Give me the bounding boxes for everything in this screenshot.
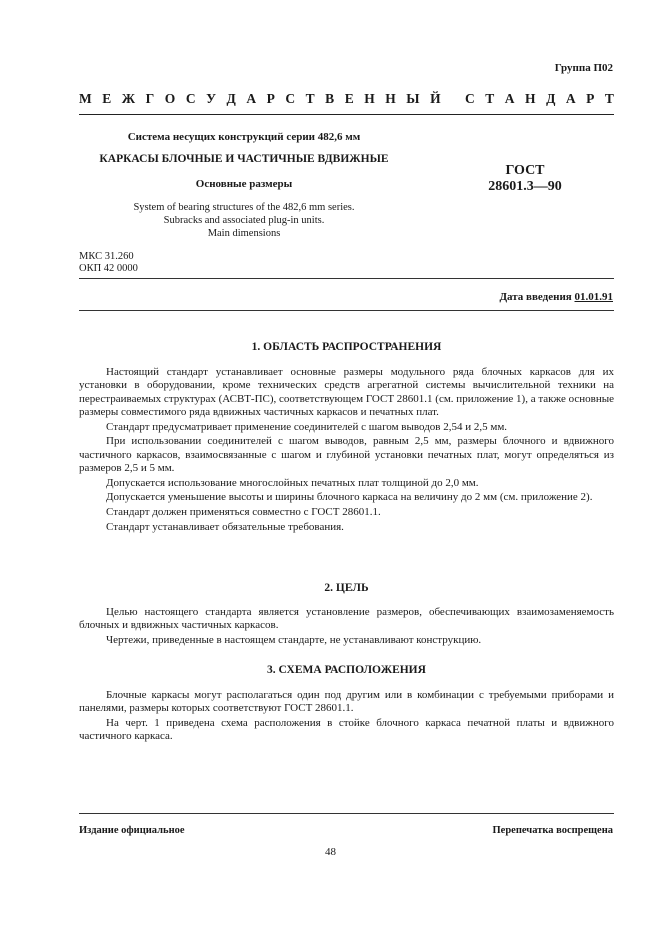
banner-letter: Н (525, 91, 536, 106)
intro-date-value: 01.01.91 (574, 291, 613, 303)
intro-date-label: Дата введения (499, 291, 575, 303)
paragraph: Блочные каркасы могут располагаться один под другим или в комбинации с требуемыми приборами и панелями, размеры которых соответствуют ГОСТ 28601.1. (79, 689, 614, 715)
reprint-prohibited-note: Перепечатка воспрещена (492, 825, 613, 836)
banner-letter: С (464, 91, 475, 106)
paragraph: Настоящий стандарт устанавливает основные размеры модульного ряда блочных каркасов для их установки в оборудовании, кроме технических средств агрегатной системы вычислительной техники на перестраиваемых структурах (АСВТ-ПС), соответствующем ГОСТ 28601.1 (см. приложение 1), а также основные размеры совместимого ряда вдвижных частичных каркасов и печатных плат. (79, 366, 614, 418)
paragraph: На черт. 1 приведена схема расположения в стойке блочного каркаса печатной платы и вдвижного частичного каркаса. (79, 716, 614, 743)
paragraph: Допускается использование многослойных печатных плат толщиной до 2,0 мм. (106, 476, 479, 489)
banner-letter: Ы (406, 91, 420, 106)
section-body-scope (79, 366, 614, 535)
banner-letter: Т (485, 91, 495, 106)
paragraph: Допускается уменьшение высоты и ширины блочного каркаса на величину до 2 мм (см. приложение 2). (106, 491, 593, 504)
intro-date (499, 291, 613, 303)
official-edition-note: Издание официальное (79, 825, 185, 836)
english-title-line: Main dimensions (207, 228, 281, 239)
banner-letter: С (285, 91, 296, 106)
banner-gap (451, 91, 454, 107)
okp-code: ОКП 42 0000 (79, 263, 138, 274)
section-heading-layout: 3. СХЕМА РАСПОЛОЖЕНИЯ (267, 664, 426, 676)
date-rule (79, 310, 614, 311)
banner-letter: Н (364, 91, 375, 106)
header-rule (79, 114, 614, 115)
banner-letter: Е (102, 91, 112, 106)
classification-codes (79, 251, 138, 275)
banner-letter: С (185, 91, 196, 106)
paragraph: Целью настоящего стандарта является установление размеров, обеспечивающих взаимозаменяемость блочных и вдвижных частичных каркасов. (79, 606, 614, 632)
document-subtitle: Основные размеры (195, 178, 293, 190)
section-heading-purpose: 2. ЦЕЛЬ (324, 582, 369, 594)
banner-letter: Г (145, 91, 155, 106)
paragraph: При использовании соединителей с шагом выводов, равным 2,5 мм, размеры блочного и вдвижного частичного каркасов, взаимосвязанные с шагом и глубиной установки печатных плат, могут определяться из размеров 2,5 и 5 мм. (79, 435, 614, 474)
paragraph: Стандарт предусматривает применение соединителей с шагом выводов 2,54 и 2,5 мм. (106, 420, 508, 433)
banner-letter: Ж (121, 91, 136, 106)
footer-rule (79, 813, 614, 814)
standard-banner (79, 91, 614, 107)
document-title: КАРКАСЫ БЛОЧНЫЕ И ЧАСТИЧНЫЕ ВДВИЖНЫЕ (99, 153, 389, 165)
banner-letter: Й (430, 91, 441, 106)
title-block-rule (79, 278, 614, 279)
english-title-line: Subracks and associated plug-in units. (163, 215, 325, 226)
banner-letter: Р (266, 91, 275, 106)
gost-designation (440, 163, 610, 195)
paragraph: Стандарт устанавливает обязательные требования. (106, 520, 344, 533)
banner-letter: Р (586, 91, 595, 106)
banner-letter: Т (604, 91, 614, 106)
paragraph: Чертежи, приведенные в настоящем стандарте, не устанавливают конструкцию. (106, 633, 482, 646)
section-body-purpose (79, 606, 614, 649)
banner-letter: А (504, 91, 515, 106)
banner-letter: О (164, 91, 176, 106)
banner-letter: У (206, 91, 216, 106)
banner-letter: Т (305, 91, 315, 106)
banner-letter: М (79, 91, 92, 106)
banner-letter: А (565, 91, 576, 106)
group-code: Группа П02 (554, 62, 613, 74)
section-body-layout (79, 689, 614, 745)
gost-label: ГОСТ (505, 163, 545, 178)
banner-letter: Д (546, 91, 556, 106)
paragraph: Стандарт должен применяться совместно с ГОСТ 28601.1. (106, 505, 381, 518)
gost-number: 28601.3—90 (488, 179, 562, 194)
banner-letter: В (325, 91, 335, 106)
english-title (79, 201, 409, 240)
mks-code: МКС 31.260 (79, 251, 134, 262)
section-heading-scope: 1. ОБЛАСТЬ РАСПРОСТРАНЕНИЯ (251, 341, 442, 353)
banner-letter: Д (226, 91, 236, 106)
series-title: Система несущих конструкций серии 482,6 мм (127, 131, 361, 143)
banner-letter: А (246, 91, 257, 106)
english-title-line: System of bearing structures of the 482,6 mm series. (133, 202, 355, 213)
banner-letter: Н (385, 91, 396, 106)
banner-letter: Е (344, 91, 354, 106)
page-number: 48 (325, 846, 336, 858)
